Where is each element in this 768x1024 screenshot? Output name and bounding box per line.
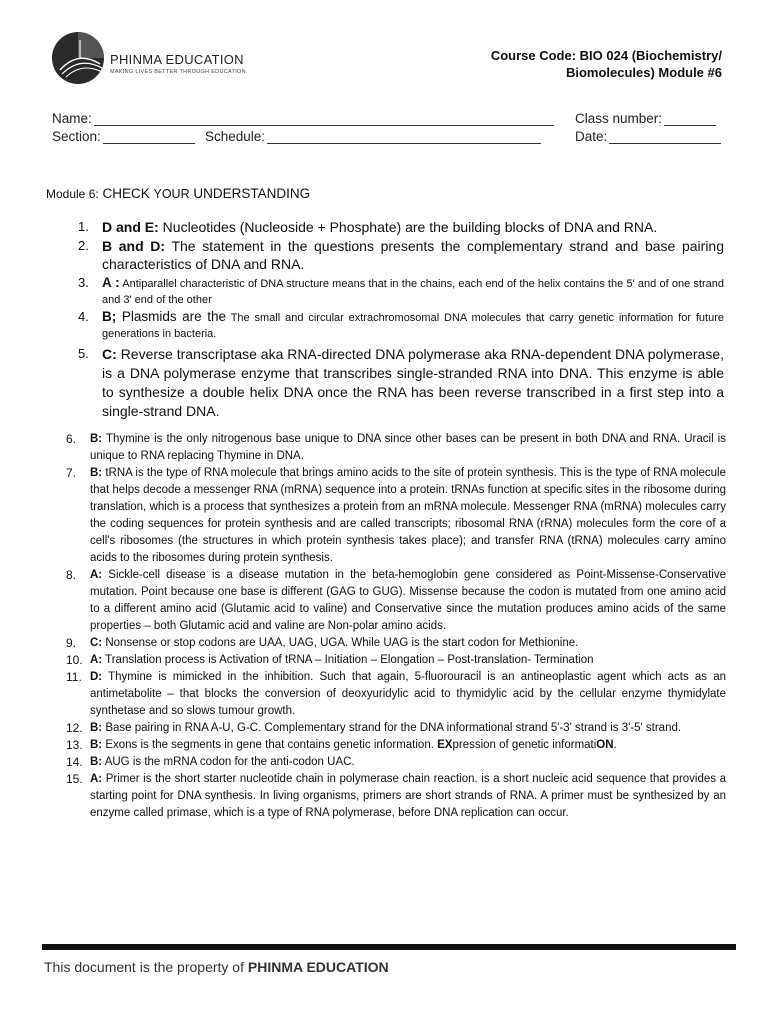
answer-list-part2 — [66, 431, 726, 822]
date-line[interactable] — [609, 130, 721, 144]
answer-9-key: C: — [90, 637, 103, 649]
answer-12-key: B: — [90, 722, 103, 734]
course-line-2: Biomolecules) Module #6 — [565, 65, 722, 80]
answer-5 — [78, 345, 724, 421]
answer-14-num: 14. — [66, 755, 83, 769]
answer-15 — [66, 771, 726, 822]
schedule-label: Schedule: — [205, 129, 266, 144]
answer-14-key: B: — [90, 756, 103, 768]
answer-6 — [66, 431, 726, 465]
answer-7-key: B: — [90, 467, 103, 479]
module-prefix: Module 6: — [46, 187, 99, 201]
footer-divider — [42, 944, 736, 950]
answer-1 — [78, 218, 724, 236]
answer-9-num: 9. — [66, 636, 77, 650]
answer-3-num: 3. — [78, 275, 89, 290]
course-code — [491, 47, 722, 81]
answer-8-num: 8. — [66, 568, 77, 582]
answer-4-text: The small and circular extrachromosomal DNA molecules that carry genetic information for future generations in bacteria. — [102, 312, 724, 340]
answer-13-end: . — [613, 739, 617, 751]
footer-prefix: This document is the property of — [44, 959, 248, 975]
answer-5-num: 5. — [78, 346, 89, 361]
answer-14 — [66, 754, 726, 771]
schedule-line[interactable] — [267, 130, 541, 144]
answer-12-text: Base pairing in RNA A-U, G-C. Complementary strand for the DNA informational strand 5'-3' strand is 3'-5' strand. — [102, 722, 682, 734]
answer-5-text: Reverse transcriptase aka RNA-directed DNA polymerase aka RNA-dependent DNA polymerase, is a DNA polymerase enzyme that transcribes single-stranded RNA into DNA. This enzyme is able to synthesize a double helix DNA once the RNA has been reverse transcribed in a first step into a single-strand DNA. — [102, 346, 724, 419]
brand-tagline: MAKING LIVES BETTER THROUGH EDUCATION — [110, 69, 246, 75]
answer-14-text: AUG is the mRNA codon for the anti-codon UAC. — [102, 756, 355, 768]
name-field[interactable] — [52, 111, 554, 126]
answer-1-key: D and E: — [102, 219, 159, 235]
answer-15-text: Primer is the short starter nucleotide chain in polymerase chain reaction. is a short nucleic acid sequence that provides a starting point for DNA synthesis. In living organisms, primers are short strands of RNA. A primer must be synthesized by an enzyme called primase, which is a type of RNA polymerase, before DNA replication can occur. — [90, 773, 726, 819]
answer-15-num: 15. — [66, 772, 83, 786]
answer-13-num: 13. — [66, 738, 83, 752]
section-line[interactable] — [103, 130, 195, 144]
answer-1-num: 1. — [78, 219, 89, 234]
answer-4-text-big: Plasmids are the — [116, 309, 227, 324]
date-field[interactable] — [575, 129, 721, 144]
class-number-line[interactable] — [664, 112, 716, 126]
answer-8-text: Sickle-cell disease is a disease mutation in the beta-hemoglobin gene considered as Point-Missense-Conservative mutation. Point because one base is different (GAG to GUG). Missense because the codon is mutated from one amino acid to a different amino acid (Glutamic acid to valine) and Conservative since the mutation produces amino acids of the same properties – both Glutamic acid and valine are Non-polar amino acids. — [90, 569, 726, 632]
name-label: Name: — [52, 111, 92, 126]
answer-9-text: Nonsense or stop codons are UAA, UAG, UGA. While UAG is the start codon for Methionine. — [102, 637, 579, 649]
answer-3-text: Antiparallel characteristic of DNA structure means that in the chains, each end of the helix contains the 5' and of one strand and 3' end of the other — [102, 278, 724, 306]
answer-7-text: tRNA is the type of RNA molecule that brings amino acids to the site of protein synthesis. This is the type of RNA molecule that helps decode a messenger RNA (mRNA) sequence into a protein. tRNAs function at specific sites in the ribosome during translation, which is a process that synthesizes a protein from an mRNA molecule. Messenger RNA (mRNA) molecules carry the coding sequences for protein synthesis and are called transcripts; ribosomal RNA (rRNA) molecules form the core of a cell's ribosomes (the structures in which protein synthesis takes place); and transfer RNA (tRNA) molecules carry amino acids to the ribosomes during protein synthesis. — [90, 467, 727, 564]
answer-13-ex: EX — [437, 739, 453, 751]
answer-13-on: ON — [596, 739, 614, 751]
module-understanding: UNDERSTANDING — [193, 186, 311, 201]
module-title — [46, 186, 310, 201]
schedule-field[interactable] — [205, 129, 541, 144]
section-label: Section: — [52, 129, 101, 144]
answer-11-text: Thymine is mimicked in the inhibition. Such that again, 5-fluorouracil is an antineoplastic agent which acts as an antimetabolite – that blocks the conversion of deoxyuridylic acid to thymidylic acid by the cellular enzyme thymidylate synthetase and so slows tumour growth. — [90, 671, 726, 717]
answer-4-num: 4. — [78, 309, 89, 324]
answer-12 — [66, 720, 726, 737]
answer-list-part1 — [78, 218, 724, 421]
answer-5-key: C: — [102, 346, 117, 362]
answer-11-key: D: — [90, 671, 103, 683]
answer-12-num: 12. — [66, 721, 83, 735]
answer-10-text: Translation process is Activation of tRNA – Initiation – Elongation – Post-translation- Termination — [102, 654, 594, 666]
class-number-field[interactable] — [575, 111, 716, 126]
answer-4-key: B; — [102, 309, 117, 324]
answer-10 — [66, 652, 726, 669]
answer-13-key: B: — [90, 739, 103, 751]
answer-2 — [78, 237, 724, 273]
answer-2-num: 2. — [78, 238, 89, 253]
brand-name: PHINMA EDUCATION — [110, 52, 244, 67]
answer-10-key: A: — [90, 654, 103, 666]
answer-13-mid: pression of genetic informati — [452, 739, 597, 751]
answer-2-text: The statement in the questions presents the complementary strand and base pairing characteristics of DNA and RNA. — [102, 238, 724, 272]
answer-7 — [66, 465, 726, 567]
section-field[interactable] — [52, 129, 195, 144]
answer-11-num: 11. — [66, 670, 82, 684]
answer-13-text: Exons is the segments in gene that contains genetic information. — [102, 739, 438, 751]
answer-4 — [78, 309, 724, 342]
module-check: CHECK — [102, 186, 150, 201]
answer-7-num: 7. — [66, 466, 77, 480]
answer-15-key: A: — [90, 773, 103, 785]
module-your: YOUR — [153, 187, 190, 201]
answer-8 — [66, 567, 726, 635]
phinma-logo-icon — [50, 30, 106, 86]
footer-owner: PHINMA EDUCATION — [247, 959, 389, 975]
answer-1-text: Nucleotides (Nucleoside + Phosphate) are the building blocks of DNA and RNA. — [158, 219, 658, 235]
answer-6-text: Thymine is the only nitrogenous base unique to DNA since other bases can be present in both DNA and RNA. Uracil is unique to RNA replacing Thymine in DNA. — [90, 433, 726, 462]
answer-3-key: A : — [102, 275, 120, 290]
answer-2-key: B and D: — [102, 238, 166, 254]
answer-10-num: 10. — [66, 653, 83, 667]
answer-3 — [78, 275, 724, 308]
course-line-1: Course Code: BIO 024 (Biochemistry/ — [490, 48, 722, 63]
answer-9 — [66, 635, 726, 652]
answer-6-key: B: — [90, 433, 103, 445]
class-number-label: Class number: — [575, 111, 663, 126]
name-line[interactable] — [94, 112, 554, 126]
answer-13 — [66, 737, 726, 754]
footer-ownership — [44, 959, 389, 975]
answer-8-key: A: — [90, 569, 103, 581]
phinma-logo — [50, 30, 250, 86]
answer-11 — [66, 669, 726, 720]
date-label: Date: — [575, 129, 608, 144]
answer-6-num: 6. — [66, 432, 77, 446]
